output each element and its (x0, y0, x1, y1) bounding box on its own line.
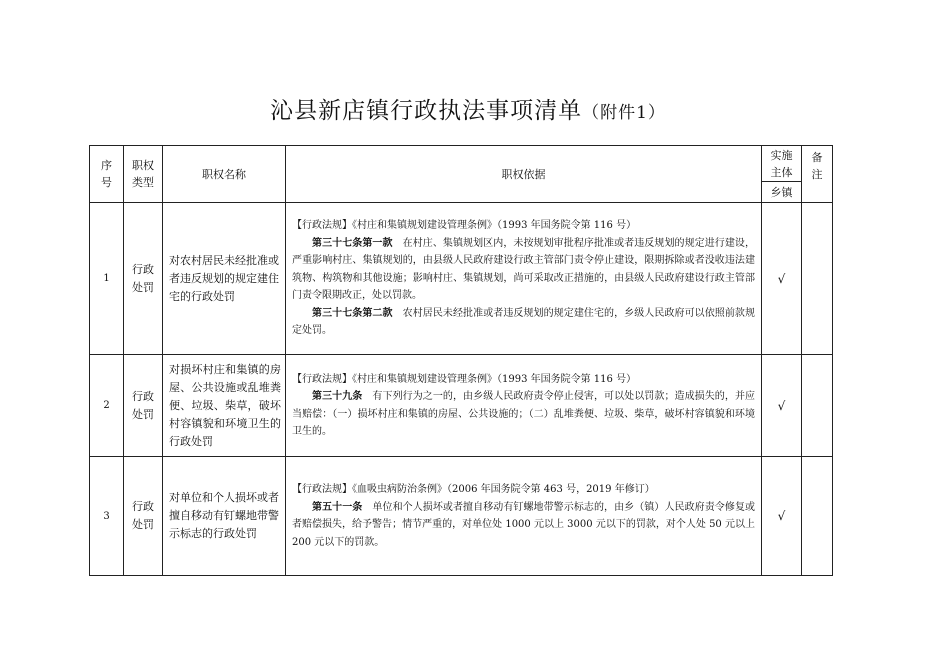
table-row (90, 355, 833, 457)
township-check: √ (762, 203, 802, 355)
row-number: 1 (90, 203, 124, 355)
basis-clause (292, 305, 755, 340)
row-name: 对损坏村庄和集镇的房屋、公共设施或乱堆粪便、垃圾、柴草，破坏村容镇貌和环境卫生的行政处罚 (163, 355, 286, 457)
header-row-1 (90, 146, 833, 182)
title-main: 沁县新店镇行政执法事项清单 (270, 98, 583, 124)
basis-source: 【行政法规】《村庄和集镇规划建设管理条例》（1993 年国务院令第 116 号） (292, 373, 637, 385)
header-subject: 实施 主体 (762, 146, 802, 182)
row-remark (802, 203, 833, 355)
row-number: 3 (90, 457, 124, 576)
row-basis (286, 457, 762, 576)
row-number: 2 (90, 355, 124, 457)
row-remark (802, 355, 833, 457)
basis-source: 【行政法规】《血吸虫病防治条例》（2006 年国务院令第 463 号，2019 年修订） (292, 484, 655, 495)
basis-clause (292, 499, 755, 552)
title-suffix: （附件1） (582, 103, 666, 123)
enforcement-items-table (89, 145, 833, 576)
row-type: 行政 处罚 (124, 355, 163, 457)
clause-article: 第三十七条第二款 (312, 307, 393, 319)
basis-clause (292, 388, 755, 441)
header-name: 职权名称 (163, 146, 286, 203)
row-remark (802, 457, 833, 576)
township-check: √ (762, 355, 802, 457)
clause-article: 第三十九条 (312, 391, 363, 402)
row-basis (286, 203, 762, 355)
table-row (90, 203, 833, 355)
row-type: 行政 处罚 (124, 203, 163, 355)
basis-source: 【行政法规】《村庄和集镇规划建设管理条例》（1993 年国务院令第 116 号） (292, 220, 637, 232)
clause-text: 农村居民未经批准或者违反规划的规定建住宅的，乡级人民政府可以依照前款规定处罚。 (292, 307, 756, 337)
header-township: 乡镇 (762, 182, 802, 203)
table-row (90, 457, 833, 576)
clause-text: 有下列行为之一的，由乡级人民政府责令停止侵害，可以处以罚款；造成损失的，并应当赔偿：（一）损坏村庄和集镇的房屋、公共设施的；（二）乱堆粪便、垃圾、柴草，破坏村容镇貌和环境卫生的。 (292, 391, 756, 437)
basis-clause (292, 235, 755, 305)
clause-article: 第五十一条 (312, 501, 363, 513)
header-remark: 备 注 (802, 146, 833, 203)
clause-text: 单位和个人损坏或者擅自移动有钉螺地带警示标志的，由乡（镇）人民政府责令修复或者赔偿损失，给予警告；情节严重的，对单位处 1000 元以上 3000 元以下的罚款，对个人处 50 元以上 200 元以下的罚款。 (292, 501, 756, 548)
header-seq: 序 号 (90, 146, 124, 203)
row-type: 行政 处罚 (124, 457, 163, 576)
clause-text: 在村庄、集镇规划区内，未按规划审批程序批准或者违反规划的规定进行建设，严重影响村庄、集镇规划的，由县级人民政府建设行政主管部门责令停止建设，限期拆除或者没收违法建筑物、构筑物和其他设施；影响村庄、集镇规划，尚可采取改正措施的，由县级人民政府建设行政主管部门责令限期改正，处以罚款。 (292, 237, 756, 302)
document-title (0, 92, 936, 125)
township-check: √ (762, 457, 802, 576)
clause-article: 第三十七条第一款 (312, 237, 393, 249)
row-name: 对农村居民未经批准或者违反规划的规定建住宅的行政处罚 (163, 203, 286, 355)
row-name: 对单位和个人损坏或者擅自移动有钉螺地带警示标志的行政处罚 (163, 457, 286, 576)
header-basis: 职权依据 (286, 146, 762, 203)
row-basis (286, 355, 762, 457)
header-type: 职权 类型 (124, 146, 163, 203)
